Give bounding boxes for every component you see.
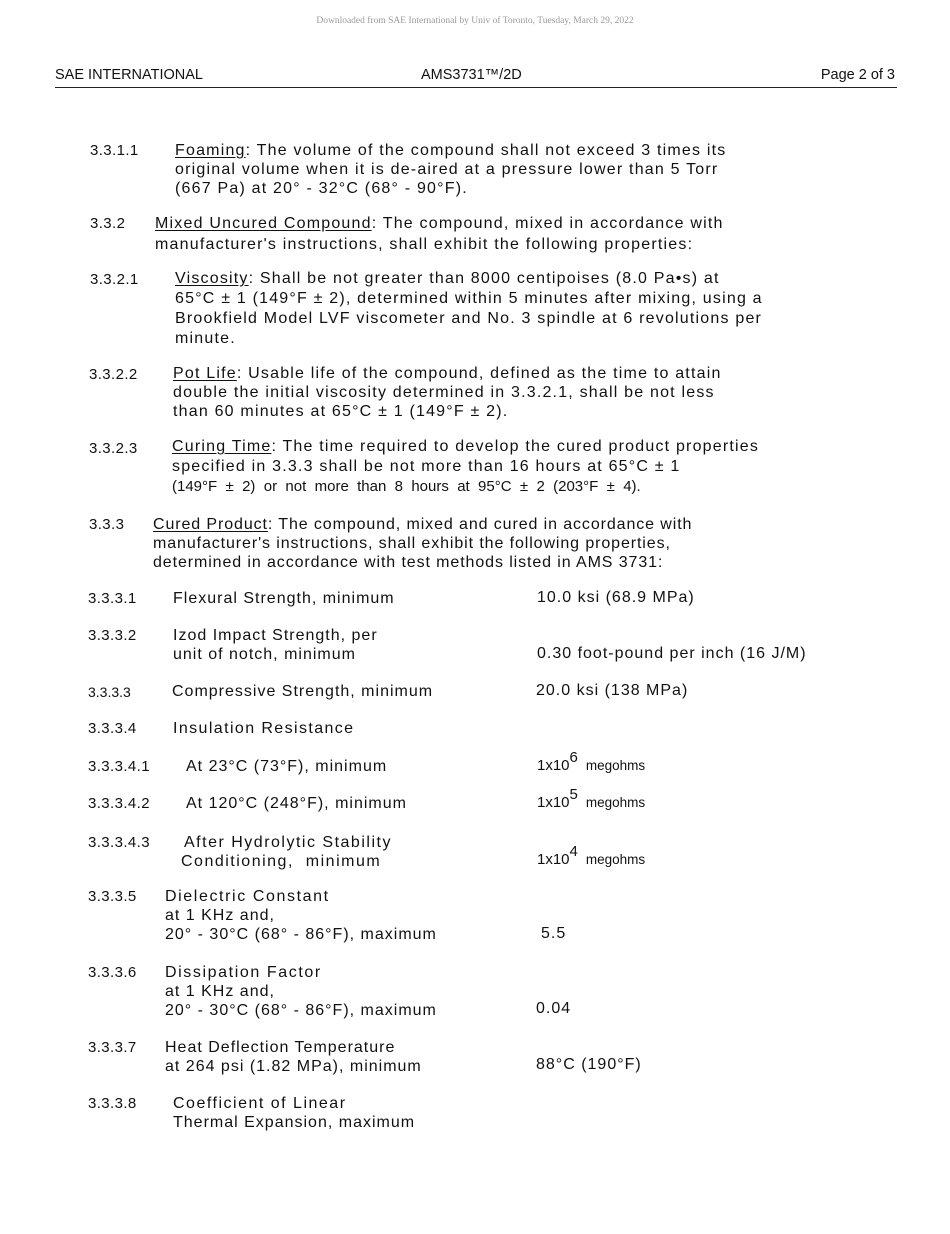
property-label: Dissipation Factor at 1 KHz and, 20° - 30°C (68° - 86°F), maximum bbox=[165, 964, 437, 1019]
property-number: 3.3.3.7 bbox=[88, 1039, 137, 1056]
paragraph-title: Foaming bbox=[175, 142, 246, 159]
paragraph-pot-life: Pot Life: Usable life of the compound, defined as the time to attain double the initial viscosity determined in 3.3.2.1, shall be not less than 60 minutes at 65°C ± 1 (149°F ± 2). bbox=[173, 365, 722, 420]
paragraph-title: Mixed Uncured Compound bbox=[155, 215, 372, 232]
property-label: Coefficient of Linear Thermal Expansion, maximum bbox=[173, 1095, 416, 1131]
property-value: $1x10^6$ megohms bbox=[537, 749, 646, 774]
paragraph-title: Curing Time bbox=[172, 438, 272, 455]
property-number: 3.3.3.4 bbox=[88, 720, 137, 737]
header-rule bbox=[55, 87, 897, 88]
section-number: 3.3.2.2 bbox=[89, 366, 138, 383]
property-label: At 120°C (248°F), minimum bbox=[186, 795, 407, 812]
property-number: 3.3.3.5 bbox=[88, 888, 137, 905]
property-number: 3.3.3.8 bbox=[88, 1095, 137, 1112]
property-number: 3.3.3.3 bbox=[88, 684, 131, 700]
property-value: 20.0 ksi (138 MPa) bbox=[536, 682, 689, 699]
property-value: 88°C (190°F) bbox=[536, 1056, 642, 1073]
property-label: At 23°C (73°F), minimum bbox=[186, 758, 388, 775]
property-label: Heat Deflection Temperature at 264 psi (1.82 MPa), minimum bbox=[165, 1039, 422, 1075]
property-label: Insulation Resistance bbox=[173, 720, 355, 737]
section-number: 3.3.1.1 bbox=[90, 142, 139, 159]
property-number: 3.3.3.6 bbox=[88, 964, 137, 981]
paragraph-title: Cured Product bbox=[153, 516, 268, 533]
property-number: 3.3.3.4.2 bbox=[88, 795, 150, 812]
property-number: 3.3.3.4.1 bbox=[88, 758, 150, 775]
property-value: 0.30 foot-pound per inch (16 J/M) bbox=[537, 645, 807, 662]
property-number: 3.3.3.4.3 bbox=[88, 834, 150, 851]
header-organization: SAE INTERNATIONAL bbox=[55, 67, 203, 83]
property-value: $1x10^5$ megohms bbox=[537, 786, 646, 811]
paragraph-viscosity: Viscosity: Shall be not greater than 8000 centipoises (8.0 Pa•s) at 65°C ± 1 (149°F ± 2), determined within 5 minutes after mixing, using a Brookfield Model LVF viscometer and No. 3 spindle at 6 revolutions per minute. bbox=[175, 270, 763, 347]
paragraph-mixed-uncured: Mixed Uncured Compound: The compound, mixed in accordance with manufacturer's instructions, shall exhibit the following properties: bbox=[155, 215, 724, 253]
download-notice: Downloaded from SAE International by Univ of Toronto, Tuesday, March 29, 2022 bbox=[316, 16, 634, 26]
property-label: Dielectric Constant at 1 KHz and, 20° - 30°C (68° - 86°F), maximum bbox=[165, 888, 437, 943]
property-label: After Hydrolytic Stability Conditioning, minimum bbox=[181, 834, 392, 870]
property-value: 0.04 bbox=[536, 1000, 572, 1017]
property-value: 10.0 ksi (68.9 MPa) bbox=[537, 589, 695, 606]
property-value: 5.5 bbox=[541, 925, 567, 942]
paragraph-foaming: Foaming: The volume of the compound shall not exceed 3 times its original volume when it is de-aired at a pressure lower than 5 Torr (667 Pa) at 20° - 32°C (68° - 90°F). bbox=[175, 142, 727, 197]
property-value: $1x10^4$ megohms bbox=[537, 843, 646, 868]
paragraph-curing-time: Curing Time: The time required to develop the cured product properties specified in 3.3.3 shall be not more than 16 hours at 65°C ± 1 (149°F ± 2) or not more than 8 hours at 95°C ± 2 (203°F ± 4). bbox=[172, 438, 760, 495]
paragraph-cured-product: Cured Product: The compound, mixed and cured in accordance with manufacturer's instructions, shall exhibit the following properties, determined in accordance with test methods listed in AMS 3731: bbox=[153, 516, 693, 571]
property-number: 3.3.3.1 bbox=[88, 590, 137, 607]
section-number: 3.3.3 bbox=[89, 516, 125, 533]
paragraph-title: Pot Life bbox=[173, 365, 237, 382]
paragraph-title: Viscosity bbox=[175, 270, 249, 287]
property-label: Compressive Strength, minimum bbox=[172, 683, 434, 700]
section-number: 3.3.2.1 bbox=[90, 271, 139, 288]
property-label: Izod Impact Strength, per unit of notch, minimum bbox=[173, 627, 378, 663]
section-number: 3.3.2.3 bbox=[89, 440, 138, 457]
property-number: 3.3.3.2 bbox=[88, 627, 137, 644]
header-document-id: AMS3731™/2D bbox=[421, 67, 522, 83]
header-page-number: Page 2 of 3 bbox=[820, 67, 895, 83]
property-label: Flexural Strength, minimum bbox=[173, 590, 395, 607]
section-number: 3.3.2 bbox=[90, 215, 126, 232]
